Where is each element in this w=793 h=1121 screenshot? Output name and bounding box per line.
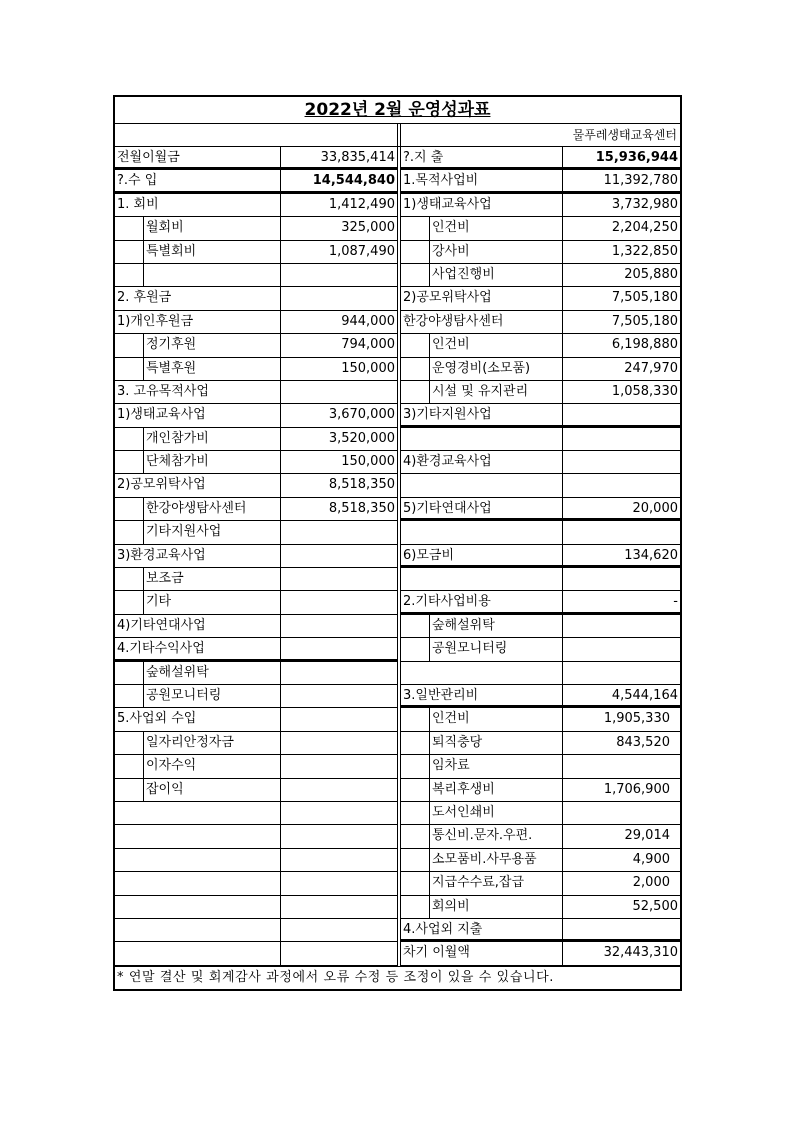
income-label: 3)환경교육사업 bbox=[117, 547, 206, 563]
income-row bbox=[115, 615, 397, 638]
income-amount bbox=[280, 708, 397, 730]
income-label: 5.사업외 수입 bbox=[117, 711, 197, 727]
expense-amount: 20,000 bbox=[562, 498, 680, 518]
income-amount bbox=[280, 615, 397, 637]
performance-report-table bbox=[113, 95, 682, 991]
expense-row bbox=[401, 311, 680, 334]
indent-cell bbox=[401, 896, 430, 918]
income-amount bbox=[280, 755, 397, 777]
income-row bbox=[115, 896, 397, 919]
expense-amount bbox=[562, 404, 680, 424]
expense-amount bbox=[562, 615, 680, 637]
expense-label: 2.기타사업비용 bbox=[403, 594, 491, 610]
income-amount: 150,000 bbox=[280, 358, 397, 380]
expense-amount: 1,058,330 bbox=[562, 381, 680, 403]
income-row bbox=[115, 779, 397, 802]
income-row bbox=[115, 194, 397, 217]
report-title-row bbox=[115, 97, 680, 124]
indent-cell bbox=[115, 241, 144, 263]
income-amount bbox=[280, 591, 397, 613]
income-label bbox=[115, 849, 280, 871]
expense-label: 인건비 bbox=[432, 220, 470, 236]
income-label: 정기후원 bbox=[146, 337, 197, 353]
income-label: 1)생태교육사업 bbox=[117, 407, 206, 423]
expense-row bbox=[401, 732, 680, 755]
expense-label: 4.사업외 지출 bbox=[403, 921, 483, 937]
expense-label bbox=[401, 474, 562, 496]
income-amount: 8,518,350 bbox=[280, 474, 397, 496]
indent-cell bbox=[115, 779, 144, 801]
income-label: 특별후원 bbox=[146, 360, 197, 376]
income-amount bbox=[280, 521, 397, 543]
expense-label: 도서인쇄비 bbox=[432, 804, 495, 820]
expense-amount bbox=[562, 919, 680, 939]
expense-label: 운영경비(소모품) bbox=[432, 360, 531, 376]
expense-amount bbox=[562, 755, 680, 777]
income-amount: 8,518,350 bbox=[280, 498, 397, 520]
expense-amount: 52,500 bbox=[562, 896, 680, 918]
income-row bbox=[115, 170, 397, 193]
expense-amount: 1,322,850 bbox=[562, 241, 680, 263]
income-label: 월회비 bbox=[146, 220, 184, 236]
expense-row bbox=[401, 241, 680, 264]
expense-column bbox=[401, 147, 680, 966]
expense-amount: 29,014 bbox=[562, 825, 680, 847]
income-amount bbox=[280, 872, 397, 894]
expense-label: 시설 및 유지관리 bbox=[432, 383, 529, 399]
income-amount bbox=[280, 825, 397, 847]
indent-cell bbox=[401, 241, 430, 263]
expense-amount bbox=[562, 521, 680, 543]
income-amount: 14,544,840 bbox=[280, 170, 397, 190]
income-amount bbox=[280, 685, 397, 707]
income-label: 공원모니터링 bbox=[146, 687, 222, 703]
report-title: 2022년 2월 운영성과표 bbox=[304, 100, 491, 120]
income-label: 2)공모위탁사업 bbox=[117, 477, 206, 493]
expense-row bbox=[401, 779, 680, 802]
expense-amount: 11,392,780 bbox=[562, 170, 680, 190]
income-amount: 944,000 bbox=[280, 311, 397, 333]
expense-label: 차기 이월액 bbox=[403, 945, 470, 961]
indent-cell bbox=[115, 568, 144, 590]
expense-label: 4)환경교육사업 bbox=[403, 454, 492, 470]
indent-cell bbox=[401, 638, 430, 660]
income-amount bbox=[280, 662, 397, 684]
expense-row bbox=[401, 896, 680, 919]
income-amount bbox=[280, 802, 397, 824]
expense-row bbox=[401, 802, 680, 825]
expense-row bbox=[401, 591, 680, 614]
indent-cell bbox=[401, 755, 430, 777]
income-label: 4.기타수익사업 bbox=[117, 641, 205, 657]
expense-label: 공원모니터링 bbox=[432, 641, 508, 657]
expense-label: 인건비 bbox=[432, 711, 470, 727]
expense-label: 사업진행비 bbox=[432, 266, 495, 282]
expense-row bbox=[401, 825, 680, 848]
expense-label: 1)생태교육사업 bbox=[403, 196, 492, 212]
indent-cell bbox=[401, 802, 430, 824]
income-amount bbox=[280, 264, 397, 286]
expense-label: 회의비 bbox=[432, 898, 470, 914]
income-label bbox=[115, 802, 280, 824]
expense-row bbox=[401, 264, 680, 287]
income-amount: 325,000 bbox=[280, 217, 397, 239]
indent-cell bbox=[401, 779, 430, 801]
income-label bbox=[144, 264, 280, 286]
income-amount bbox=[280, 638, 397, 658]
expense-label: 소모품비.사무용품 bbox=[432, 851, 537, 867]
expense-row bbox=[401, 334, 680, 357]
income-row bbox=[115, 287, 397, 310]
income-label: 이자수익 bbox=[146, 758, 197, 774]
income-row bbox=[115, 849, 397, 872]
indent-cell bbox=[401, 825, 430, 847]
income-label: 3. 고유목적사업 bbox=[117, 383, 209, 399]
income-amount: 794,000 bbox=[280, 334, 397, 356]
income-label bbox=[115, 896, 280, 918]
indent-cell bbox=[401, 217, 430, 239]
expense-label: 숲해설위탁 bbox=[432, 617, 495, 633]
report-body bbox=[115, 147, 680, 966]
expense-row bbox=[401, 568, 680, 591]
expense-amount bbox=[562, 638, 680, 660]
expense-label bbox=[401, 662, 562, 684]
income-label: 1)개인후원금 bbox=[117, 313, 194, 329]
expense-amount bbox=[562, 568, 680, 590]
income-label: 단체참가비 bbox=[146, 454, 209, 470]
expense-row bbox=[401, 685, 680, 708]
expense-row bbox=[401, 919, 680, 942]
income-row bbox=[115, 755, 397, 778]
income-row bbox=[115, 217, 397, 240]
income-amount bbox=[280, 381, 397, 403]
expense-amount: 1,905,330 bbox=[562, 708, 680, 730]
income-amount bbox=[280, 568, 397, 590]
income-row bbox=[115, 662, 397, 685]
income-row bbox=[115, 638, 397, 661]
expense-amount: 7,505,180 bbox=[562, 311, 680, 333]
income-amount bbox=[280, 732, 397, 754]
expense-label: 임차료 bbox=[432, 758, 470, 774]
income-row bbox=[115, 521, 397, 544]
income-amount: 33,835,414 bbox=[280, 147, 397, 167]
indent-cell bbox=[401, 381, 430, 403]
expense-row bbox=[401, 849, 680, 872]
expense-label: 통신비.문자.우편. bbox=[432, 828, 533, 844]
expense-amount: - bbox=[562, 591, 680, 611]
indent-cell bbox=[115, 498, 144, 520]
expense-row bbox=[401, 358, 680, 381]
income-row bbox=[115, 872, 397, 895]
income-row bbox=[115, 147, 397, 170]
income-row bbox=[115, 381, 397, 404]
expense-row bbox=[401, 662, 680, 685]
expense-label bbox=[401, 428, 562, 450]
income-row bbox=[115, 919, 397, 942]
indent-cell bbox=[115, 685, 144, 707]
income-label: 한강야생탐사센터 bbox=[146, 500, 247, 516]
income-row bbox=[115, 474, 397, 497]
income-label: 전월이월금 bbox=[117, 150, 180, 165]
expense-label: 1.목적사업비 bbox=[403, 173, 479, 189]
expense-amount: 843,520 bbox=[562, 732, 680, 754]
indent-cell bbox=[115, 755, 144, 777]
expense-row bbox=[401, 708, 680, 731]
expense-label bbox=[401, 568, 562, 590]
income-amount bbox=[280, 287, 397, 309]
expense-amount: 3,732,980 bbox=[562, 194, 680, 216]
indent-cell bbox=[115, 662, 144, 684]
income-row bbox=[115, 264, 397, 287]
income-row bbox=[115, 685, 397, 708]
income-label bbox=[115, 942, 280, 964]
expense-amount bbox=[562, 451, 680, 473]
expense-amount bbox=[562, 428, 680, 450]
income-row bbox=[115, 358, 397, 381]
income-label: ?.수 입 bbox=[117, 173, 158, 189]
expense-amount: 4,544,164 bbox=[562, 685, 680, 705]
expense-amount: 15,936,944 bbox=[562, 147, 680, 167]
expense-row bbox=[401, 638, 680, 661]
indent-cell bbox=[401, 708, 430, 730]
income-row bbox=[115, 334, 397, 357]
income-row bbox=[115, 404, 397, 427]
income-amount: 1,087,490 bbox=[280, 241, 397, 263]
income-row bbox=[115, 545, 397, 568]
income-label: 2. 후원금 bbox=[117, 290, 172, 306]
expense-amount: 205,880 bbox=[562, 264, 680, 286]
indent-cell bbox=[401, 849, 430, 871]
income-label: 숲해설위탁 bbox=[146, 664, 209, 680]
income-amount bbox=[280, 849, 397, 871]
income-row bbox=[115, 732, 397, 755]
expense-row bbox=[401, 404, 680, 427]
indent-cell bbox=[115, 732, 144, 754]
expense-amount: 4,900 bbox=[562, 849, 680, 871]
income-row bbox=[115, 802, 397, 825]
income-amount bbox=[280, 942, 397, 964]
income-row bbox=[115, 498, 397, 521]
expense-label: 6)모금비 bbox=[403, 547, 455, 563]
income-amount bbox=[280, 545, 397, 567]
expense-label: 2)공모위탁사업 bbox=[403, 290, 492, 306]
expense-row bbox=[401, 170, 680, 193]
expense-amount: 7,505,180 bbox=[562, 287, 680, 309]
expense-row bbox=[401, 147, 680, 170]
indent-cell bbox=[115, 358, 144, 380]
income-row bbox=[115, 451, 397, 474]
expense-row bbox=[401, 615, 680, 638]
expense-amount bbox=[562, 474, 680, 496]
income-row bbox=[115, 942, 397, 965]
income-label: 보조금 bbox=[146, 571, 184, 587]
income-label: 1. 회비 bbox=[117, 196, 159, 212]
expense-amount: 2,000 bbox=[562, 872, 680, 894]
indent-cell bbox=[401, 615, 430, 637]
expense-label: 강사비 bbox=[432, 243, 470, 259]
income-label: 4)기타연대사업 bbox=[117, 617, 206, 633]
expense-label: 3.일반관리비 bbox=[403, 687, 479, 703]
income-row bbox=[115, 591, 397, 614]
income-amount bbox=[280, 896, 397, 918]
blank-cell bbox=[115, 124, 401, 146]
expense-row bbox=[401, 451, 680, 474]
income-row bbox=[115, 708, 397, 731]
expense-row bbox=[401, 545, 680, 568]
income-label bbox=[115, 825, 280, 847]
expense-label: 5)기타연대사업 bbox=[403, 500, 492, 516]
indent-cell bbox=[115, 428, 144, 450]
expense-label: 인건비 bbox=[432, 337, 470, 353]
indent-cell bbox=[115, 334, 144, 356]
expense-row bbox=[401, 521, 680, 544]
income-label bbox=[115, 872, 280, 894]
expense-label: 지급수수료,잡급 bbox=[432, 875, 525, 891]
expense-amount: 1,706,900 bbox=[562, 779, 680, 801]
organization-row bbox=[115, 124, 680, 147]
expense-amount bbox=[562, 802, 680, 824]
expense-amount: 32,443,310 bbox=[562, 942, 680, 964]
footnote: * 연말 결산 및 회계감사 과정에서 오류 수정 등 조정이 있을 수 있습니다. bbox=[115, 966, 680, 989]
income-label: 잡이익 bbox=[146, 781, 184, 797]
income-amount bbox=[280, 919, 397, 941]
income-amount: 3,670,000 bbox=[280, 404, 397, 426]
expense-label: 복리후생비 bbox=[432, 781, 495, 797]
indent-cell bbox=[115, 217, 144, 239]
income-label: 기타지원사업 bbox=[146, 524, 222, 540]
expense-label: 한강야생탐사센터 bbox=[403, 313, 504, 329]
income-amount: 150,000 bbox=[280, 451, 397, 473]
income-amount bbox=[280, 779, 397, 801]
expense-row bbox=[401, 287, 680, 310]
indent-cell bbox=[401, 872, 430, 894]
expense-amount: 134,620 bbox=[562, 545, 680, 565]
indent-cell bbox=[401, 334, 430, 356]
income-amount: 1,412,490 bbox=[280, 194, 397, 216]
expense-row bbox=[401, 872, 680, 895]
expense-row bbox=[401, 498, 680, 521]
organization-name: 물푸레생태교육센터 bbox=[572, 128, 677, 142]
indent-cell bbox=[115, 264, 144, 286]
expense-label: ?.지 출 bbox=[403, 150, 444, 165]
income-amount: 3,520,000 bbox=[280, 428, 397, 450]
income-row bbox=[115, 825, 397, 848]
expense-amount bbox=[562, 662, 680, 684]
expense-row bbox=[401, 428, 680, 451]
expense-label: 퇴직충당 bbox=[432, 734, 483, 750]
income-row bbox=[115, 241, 397, 264]
expense-label: 3)기타지원사업 bbox=[403, 407, 492, 423]
income-row bbox=[115, 428, 397, 451]
expense-row bbox=[401, 217, 680, 240]
expense-row bbox=[401, 755, 680, 778]
expense-row bbox=[401, 474, 680, 497]
expense-amount: 247,970 bbox=[562, 358, 680, 380]
expense-amount: 6,198,880 bbox=[562, 334, 680, 356]
income-row bbox=[115, 311, 397, 334]
indent-cell bbox=[115, 521, 144, 543]
indent-cell bbox=[115, 591, 144, 613]
income-label: 특별회비 bbox=[146, 243, 197, 259]
indent-cell bbox=[401, 264, 430, 286]
indent-cell bbox=[401, 732, 430, 754]
income-label bbox=[115, 919, 280, 941]
indent-cell bbox=[401, 358, 430, 380]
indent-cell bbox=[115, 451, 144, 473]
income-column bbox=[115, 147, 401, 966]
expense-row bbox=[401, 381, 680, 404]
expense-amount: 2,204,250 bbox=[562, 217, 680, 239]
expense-row bbox=[401, 194, 680, 217]
income-label: 개인참가비 bbox=[146, 430, 209, 446]
income-label: 일자리안정자금 bbox=[146, 734, 234, 750]
expense-label bbox=[401, 521, 562, 543]
expense-row bbox=[401, 942, 680, 965]
income-row bbox=[115, 568, 397, 591]
income-label: 기타 bbox=[146, 594, 172, 610]
